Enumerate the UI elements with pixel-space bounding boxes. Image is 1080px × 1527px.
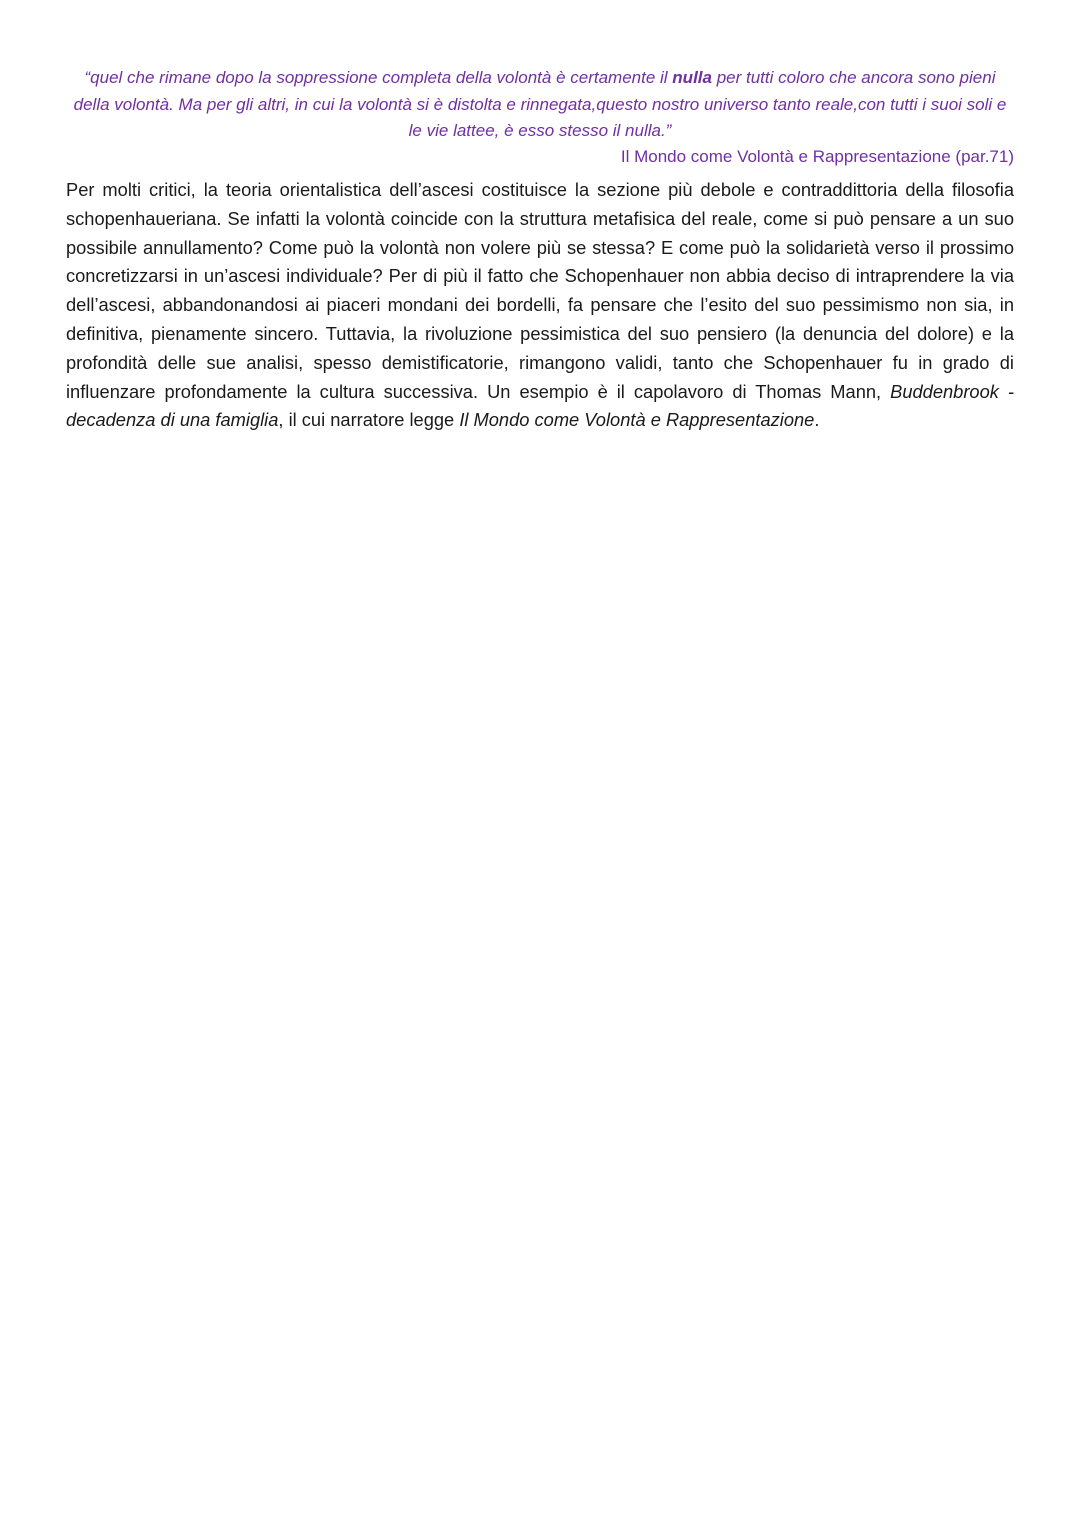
paragraph-text-middle: , il cui narratore legge [278, 409, 460, 431]
quote-text-end: per tutti coloro che ancora sono pieni della volontà. Ma per gli altri, in cui la volontà si è distolta e rinnegata,questo nostro universo tanto reale,con tutti i suoi soli e le vie lattee, è esso stesso il nulla.” [73, 68, 1007, 140]
paragraph-text-end: . [814, 409, 820, 431]
book-title-mondo: Il Mondo come Volontà e Rappresentazione [459, 409, 815, 431]
paragraph-text-main: Per molti critici, la teoria orientalistica dell’ascesi costituisce la sezione più debole e contraddittoria della filosofia schopenhaueriana. Se infatti la volontà coincide con la struttura metafisica del reale, come si può pensare a un suo possibile annullamento? Come può la volontà non volere più se stessa? E come può la solidarietà verso il prossimo concretizzarsi in un’ascesi individuale? Per di più il fatto che Schopenhauer non abbia deciso di intraprendere la via dell’ascesi, abbandonandosi ai piaceri mondani dei bordelli, fa pensare che l’esito del suo pessimismo non sia, in definitiva, pienamente sincero. Tuttavia, la rivoluzione pessimistica del suo pensiero (la denuncia del dolore) e la profondità delle sue analisi, spesso demistificatorie, rimangono validi, tanto che Schopenhauer fu in grado di influenzare profondamente la cultura successiva. Un esempio è il capolavoro di Thomas Mann, [66, 179, 1014, 402]
quote-block [66, 65, 1014, 145]
quote-text-start: “quel che rimane dopo la soppressione completa della volontà è certamente il [84, 68, 673, 87]
main-paragraph [66, 176, 1014, 435]
quote-bold-word: nulla [672, 68, 712, 87]
book-title-buddenbrook: Buddenbrook - decadenza di una famiglia [66, 380, 1014, 431]
quote-citation: Il Mondo come Volontà e Rappresentazione (par.71) [620, 147, 1014, 166]
